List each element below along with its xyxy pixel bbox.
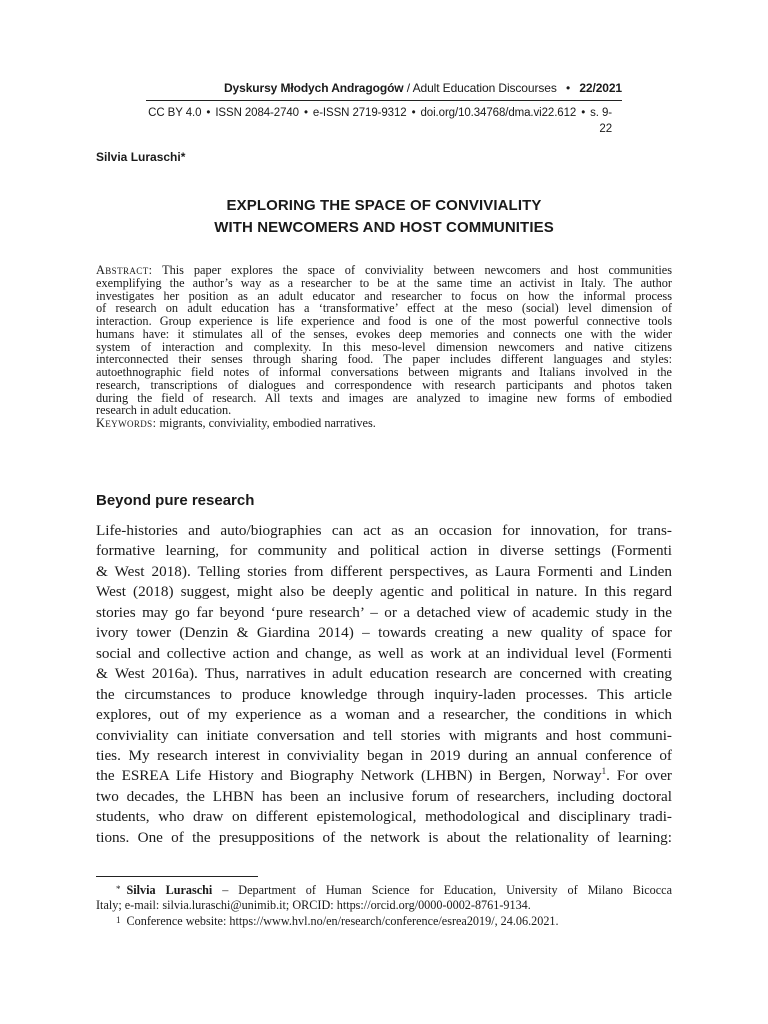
header-bullet: • [565, 81, 571, 95]
body-line: the ESREA Life History and Biography Network (LHBN) in Bergen, Norway$^1$. For over [96, 766, 672, 785]
abstract-line: investigates her position as an adult educator and researcher to focus on how the informal process [96, 288, 672, 303]
footnote-author: * Silvia Luraschi – Department of Human Science for Education, University of Milano Bicocca [116, 883, 672, 897]
journal-meta [146, 105, 612, 137]
journal-header [146, 80, 622, 96]
body-line: ties. My research interest in conviviality began in 2019 during an annual conference of [96, 746, 672, 764]
footnote-1-text[interactable]: Conference website: https://www.hvl.no/en/research/conference/esrea2019/, 24.06.2021. [126, 914, 559, 928]
header-rule [146, 100, 622, 101]
abstract-line: interconnected their senses through sharing food. The paper includes different languages and styles: [96, 352, 672, 367]
abstract-line: during the field of research. All texts and images are analyzed to imagine new forms of embodied [96, 390, 672, 405]
page-range: s. 9-22 [590, 107, 612, 135]
body-line: the circumstances to produce knowledge through inquiry-laden processes. This article [96, 685, 672, 703]
keywords-text: migrants, conviviality, embodied narratives. [156, 416, 376, 430]
meta-bullet: • [206, 107, 211, 119]
body-line: explores, out of my experience as a woman and a researcher, the conditions in which [96, 706, 672, 724]
abstract-line: exemplifying the author’s way as a researcher to be at the same time an activist in Italy. The author [96, 275, 672, 290]
journal-subtitle: / Adult Education Discourses [403, 81, 557, 95]
meta-bullet: • [581, 107, 586, 119]
footnote-author-contact[interactable]: Italy; e-mail: silvia.luraschi@unimib.it; ORCID: https://orcid.org/0000-0002-8761-9134. [96, 898, 531, 912]
paper-title [96, 195, 672, 239]
abstract-line: system of interaction and complexity. In this meso-level dimension newcomers and native citizens [96, 339, 672, 354]
footnote-1-mark: 1 [116, 915, 121, 925]
abstract-line: autoethnographic field notes of informal conversations between migrants and Italians involved in the [96, 365, 672, 379]
issn: ISSN 2084-2740 [215, 107, 299, 119]
abstract-line: research, transcriptions of dialogues and correspondence with research participants and photos taken [96, 377, 672, 392]
body-line: tions. One of the presuppositions of the network is about the relationality of learning: [96, 828, 672, 846]
abstract-line: research in adult education. [96, 403, 232, 418]
abstract [96, 264, 672, 430]
body-line: West (2018) suggest, might also be deeply agentic and political in nature. In this regard [96, 583, 672, 601]
body-line: ivory tower (Denzin & Giardina 2014) – towards creating a new quality of space for [96, 624, 672, 642]
footnote-1 [96, 913, 672, 929]
author-name: Silvia Luraschi* [96, 150, 186, 164]
journal-issue: 22/2021 [579, 81, 622, 95]
meta-bullet: • [411, 107, 416, 119]
title-line-1: EXPLORING THE SPACE OF CONVIVIALITY [226, 197, 542, 214]
license: CC BY 4.0 [148, 107, 202, 119]
eissn: e-ISSN 2719-9312 [312, 107, 407, 119]
body-line: & West 2018). Telling stories from different perspectives, as Laura Formenti and Linden [96, 562, 672, 580]
doi-link[interactable]: doi.org/10.34768/dma.vi22.612 [420, 107, 577, 119]
keywords-label: Keywords: [96, 416, 157, 430]
body-line: formative learning, for community and political action in diverse settings (Formenti [96, 542, 672, 560]
body-line: social and collective action and change, as well as work at an individual level (Formenti [96, 644, 672, 662]
footnotes [96, 882, 672, 929]
body-line: stories may go far beyond ‘pure research’ – or a detached view of academic study in the [96, 603, 672, 621]
footnote-rule [96, 876, 258, 877]
abstract-line: interaction. Group experience is life experience and food is one of the most powerful connective tools [96, 314, 672, 328]
journal-name: Dyskursy Młodych Andragogów [223, 81, 404, 95]
abstract-line: humans have: it stimulates all of the senses, evokes deep memories and connects one with the wider [96, 326, 672, 341]
body-line: conviviality can initiate conversation and tell stories with migrants and host communi- [96, 726, 672, 744]
footnote-ref[interactable]: 1 [601, 766, 607, 777]
body-line: students, who draw on different epistemological, methodological and disciplinary tradi- [96, 808, 672, 826]
body-line: Life-histories and auto/biographies can act as an occasion for innovation, for trans- [96, 522, 672, 539]
keywords [96, 417, 672, 430]
body-line: & West 2016a). Thus, narratives in adult education research are concerned with creating [96, 665, 672, 683]
meta-bullet: • [303, 107, 308, 119]
abstract-label: Abstract: [96, 263, 153, 277]
title-line-2: WITH NEWCOMERS AND HOST COMMUNITIES [214, 219, 554, 236]
footnote-star: * [116, 884, 121, 894]
abstract-line: of research on adult education has a ‘transformative’ effect at the meso (social) level dimension of [96, 301, 672, 316]
body-text [96, 521, 672, 848]
abstract-line: Abstract: This paper explores the space of conviviality between newcomers and host communities [96, 263, 672, 277]
body-line: two decades, the LHBN has been an inclusive forum of researchers, including doctoral [96, 787, 672, 805]
footnote-author-name: Silvia Luraschi [126, 883, 213, 897]
section-heading: Beyond pure research [96, 492, 255, 509]
